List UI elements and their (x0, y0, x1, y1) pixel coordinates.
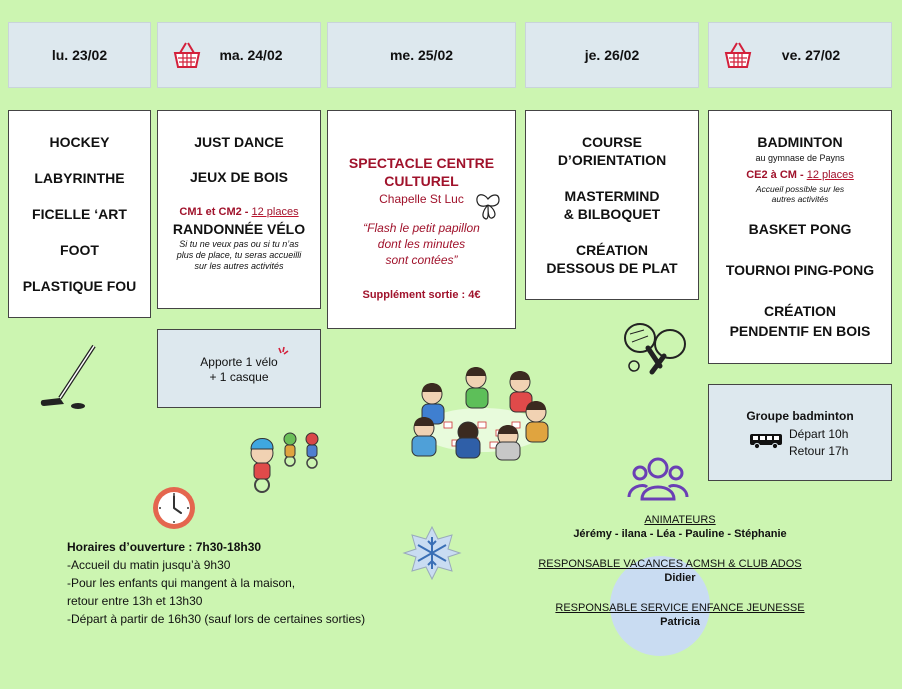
resp-enfance-label: RESPONSABLE SERVICE ENFANCE JEUNESSE (555, 602, 805, 614)
thursday-activities-card (525, 110, 699, 300)
ping-pong-paddles-icon (620, 320, 690, 380)
friday-activities-card (708, 110, 892, 364)
day-label: ve. 27/02 (781, 47, 841, 63)
show-title: CULTUREL (384, 173, 459, 189)
snowflake-icon (402, 523, 462, 583)
quote: “Flash le petit papillon (363, 221, 480, 235)
monday-activities-card (8, 110, 151, 318)
hockey-stick-icon (38, 344, 100, 410)
activity: BASKET PONG (748, 221, 852, 237)
activity: & BILBOQUET (563, 206, 661, 222)
activity: COURSE (582, 134, 642, 150)
picnic-basket-icon (172, 41, 202, 69)
resp-vacances-label: RESPONSABLE VACANCES ACMSH & CLUB ADOS (538, 558, 802, 570)
quote: dont les minutes (377, 237, 466, 251)
level-prefix: CM1 et CM2 - (179, 206, 252, 218)
resp-enfance-name: Patricia (660, 616, 700, 628)
hours-line: -Départ à partir de 16h30 (sauf lors de certaines sorties) (67, 612, 366, 626)
level-prefix: CE2 à CM - (746, 169, 807, 181)
place: au gymnase de Payns (755, 153, 845, 163)
opening-hours (67, 538, 407, 628)
activity: FICELLE ‘ART (32, 206, 127, 222)
activity: FOOT (60, 242, 99, 258)
badminton-group-box (708, 384, 892, 481)
day-header-monday (8, 22, 151, 88)
butterfly-icon (474, 191, 502, 223)
animateurs-names: Jérémy - ilana - Léa - Pauline - Stéphanie (573, 528, 787, 540)
day-label: je. 26/02 (584, 47, 640, 63)
activity: JUST DANCE (194, 134, 284, 150)
hours-title: Horaires d’ouverture : 7h30-18h30 (67, 540, 262, 554)
resp-vacances-name: Didier (664, 572, 696, 584)
bus-icon (749, 432, 783, 450)
hours-line: retour entre 13h et 13h30 (67, 594, 203, 608)
activity: JEUX DE BOIS (189, 169, 289, 185)
bring-line: + 1 casque (209, 370, 269, 384)
tuesday-activities-card (157, 110, 321, 309)
day-header-friday (708, 22, 892, 88)
day-label: lu. 23/02 (51, 47, 108, 63)
animateurs-label: ANIMATEURS (644, 514, 716, 526)
day-header-wednesday (327, 22, 516, 88)
activity: DESSOUS DE PLAT (546, 260, 678, 276)
supplement: Supplément sortie : 4€ (362, 289, 481, 301)
activity: CRÉATION (763, 303, 837, 319)
clock-icon (151, 485, 197, 531)
activity: MASTERMIND (564, 188, 660, 204)
activity: LABYRINTHE (34, 170, 125, 186)
kids-playing-cards-illustration (404, 364, 560, 462)
hours-line: -Pour les enfants qui mangent à la maison, (67, 576, 296, 590)
level-line (158, 206, 320, 218)
depart-time: Départ 10h (789, 427, 849, 441)
day-header-tuesday (157, 22, 321, 88)
level-line (709, 169, 891, 181)
venue: Chapelle St Luc (379, 192, 464, 206)
team-people-icon (627, 453, 689, 503)
picnic-basket-icon (723, 41, 753, 69)
day-header-thursday (525, 22, 699, 88)
show-title: SPECTACLE CENTRE (348, 155, 495, 171)
note: Accueil possible sur les autres activités (755, 184, 845, 204)
return-time: Retour 17h (789, 444, 849, 458)
activity: PLASTIQUE FOU (22, 278, 137, 294)
group-title: Groupe badminton (746, 409, 854, 423)
quote: sont contées” (385, 253, 458, 267)
day-label: me. 25/02 (389, 47, 454, 63)
note: Si tu ne veux pas ou si tu n’as plus de place, tu seras accueilli sur les autres activités (176, 239, 302, 271)
activity: HOCKEY (49, 134, 110, 150)
activity: RANDONNÉE VÉLO (172, 221, 306, 237)
places-count: 12 places (806, 169, 854, 181)
activity: CRÉATION (575, 242, 649, 258)
day-label: ma. 24/02 (219, 47, 283, 63)
activity: D’ORIENTATION (557, 152, 667, 168)
activity: BADMINTON (757, 134, 843, 150)
activity: PENDENTIF EN BOIS (729, 323, 871, 339)
bring-line: Apporte 1 vélo (200, 355, 278, 369)
cyclists-icon (244, 421, 324, 495)
sparkle-icon (276, 346, 290, 360)
bring-bike-box (157, 329, 321, 408)
places-count: 12 places (251, 206, 299, 218)
hours-line: -Accueil du matin jusqu’à 9h30 (67, 558, 231, 572)
wednesday-activities-card (327, 110, 516, 329)
activity: TOURNOI PING-PONG (725, 262, 875, 278)
